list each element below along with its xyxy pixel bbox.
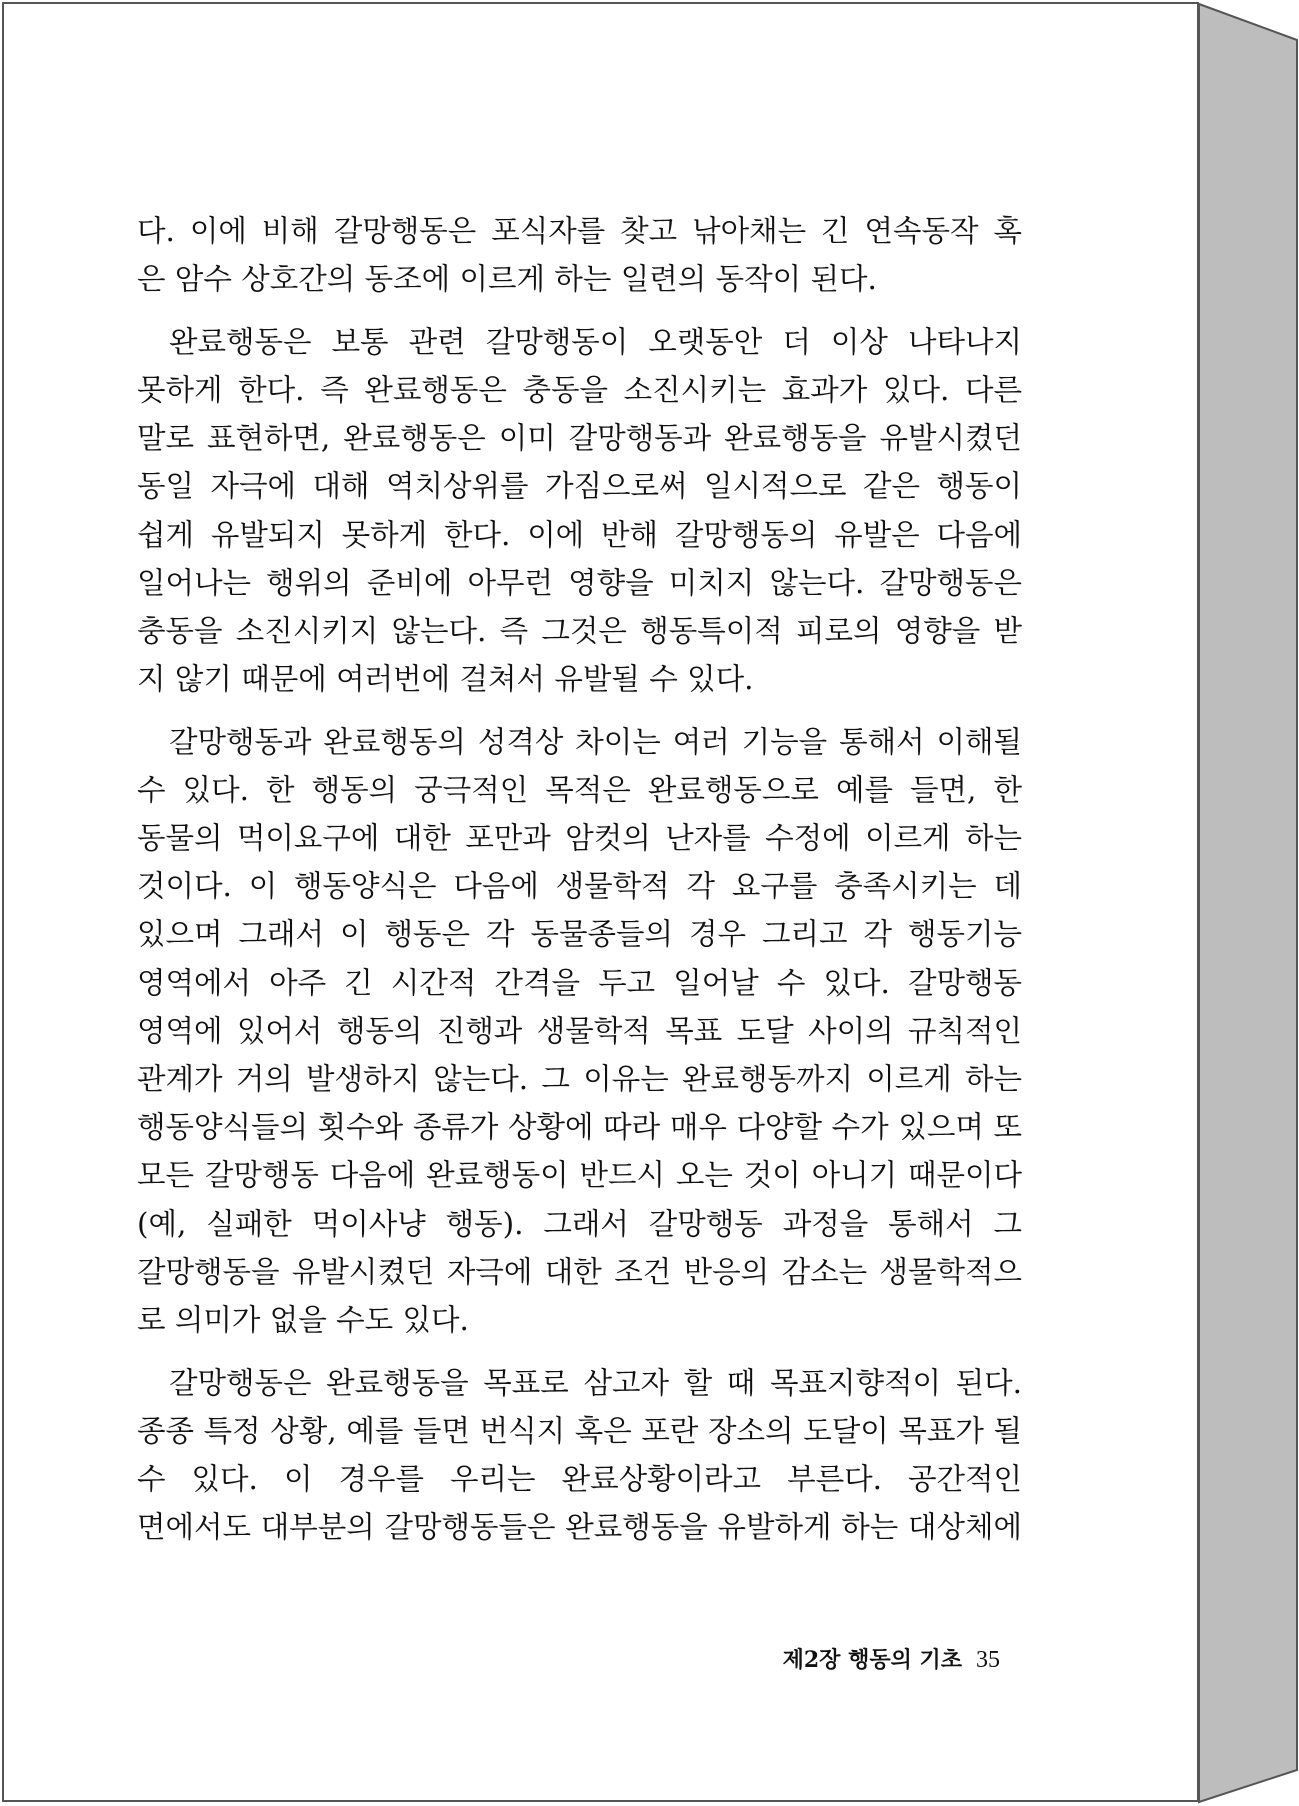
chapter-title: 제2장 행동의 기초: [782, 1647, 962, 1673]
body-text: [137, 207, 1022, 1566]
paragraph-last-line: 지 않기 때문에 여러번에 걸쳐서 유발될 수 있다.: [137, 662, 754, 697]
paragraph-text: 갈망행동은 완료행동을 목표로 삼고자 할 때 목표지향적이 된다. 종종 특정 상황, 예를 들면 번식지 혹은 포란 장소의 도달이 목표가 될 수 있다. 이 경우를 우리는 완료상황이라고 부른다. 공간적인 면에서도 대부분의 갈망행동들은 완료행동을 유발하게 하는 대상체에: [137, 1365, 1022, 1545]
paragraph-text: 다. 이에 비해 갈망행동은 포식자를 찾고 낚아채는 긴 연속동작 혹: [137, 214, 1022, 248]
paragraph: [137, 318, 1022, 704]
page-footer: [740, 1643, 1000, 1674]
paragraph: [137, 207, 1022, 303]
paragraph: [137, 1359, 1022, 1552]
paragraph: [137, 718, 1022, 1345]
paragraph-last-line: 로 의미가 없을 수도 있다.: [137, 1303, 469, 1338]
paragraph-text: 완료행동은 보통 관련 갈망행동이 오랫동안 더 이상 나타나지 못하게 한다. 즉 완료행동은 충동을 소진시키는 효과가 있다. 다른 말로 표현하면, 완료행동은 이미 갈망행동과 완료행동을 유발시켰던 동일 자극에 대해 역치상위를 가짐으로써 일시적으로 같은 행동이 쉽게 유발되지 못하게 한다. 이에 반해 갈망행동의 유발은 다음에 일어나는 행위의 준비에 아무런 영향을 미치지 않는다. 갈망행동은 충동을 소진시키지 않는다. 즉 그것은 행동특이적 피로의 영향을 받: [137, 324, 1022, 648]
paragraph-last-line: 은 암수 상호간의 동조에 이르게 하는 일련의 동작이 된다.: [137, 262, 877, 297]
paragraph-text: 갈망행동과 완료행동의 성격상 차이는 여러 기능을 통해서 이해될 수 있다. 한 행동의 궁극적인 목적은 완료행동으로 예를 들면, 한 동물의 먹이요구에 대한 포만과 암컷의 난자를 수정에 이르게 하는 것이다. 이 행동양식은 다음에 생물학적 각 요구를 충족시키는 데 있으며 그래서 이 행동은 각 동물종들의 경우 그리고 각 행동기능 영역에서 아주 긴 시간적 간격을 두고 일어날 수 있다. 갈망행동 영역에 있어서 행동의 진행과 생물학적 목표 도달 사이의 규칙적인 관계가 거의 발생하지 않는다. 그 이유는 완료행동까지 이르게 하는 행동양식들의 횟수와 종류가 상황에 따라 매우 다양할 수가 있으며 또 모든 갈망행동 다음에 완료행동이 반드시 오는 것이 아니기 때문이다(예, 실패한 먹이사냥 행동). 그래서 갈망행동 과정을 통해서 그 갈망행동을 유발시켰던 자극에 대한 조건 반응의 감소는 생물학적으: [137, 724, 1022, 1289]
page-number: 35: [976, 1647, 1000, 1673]
